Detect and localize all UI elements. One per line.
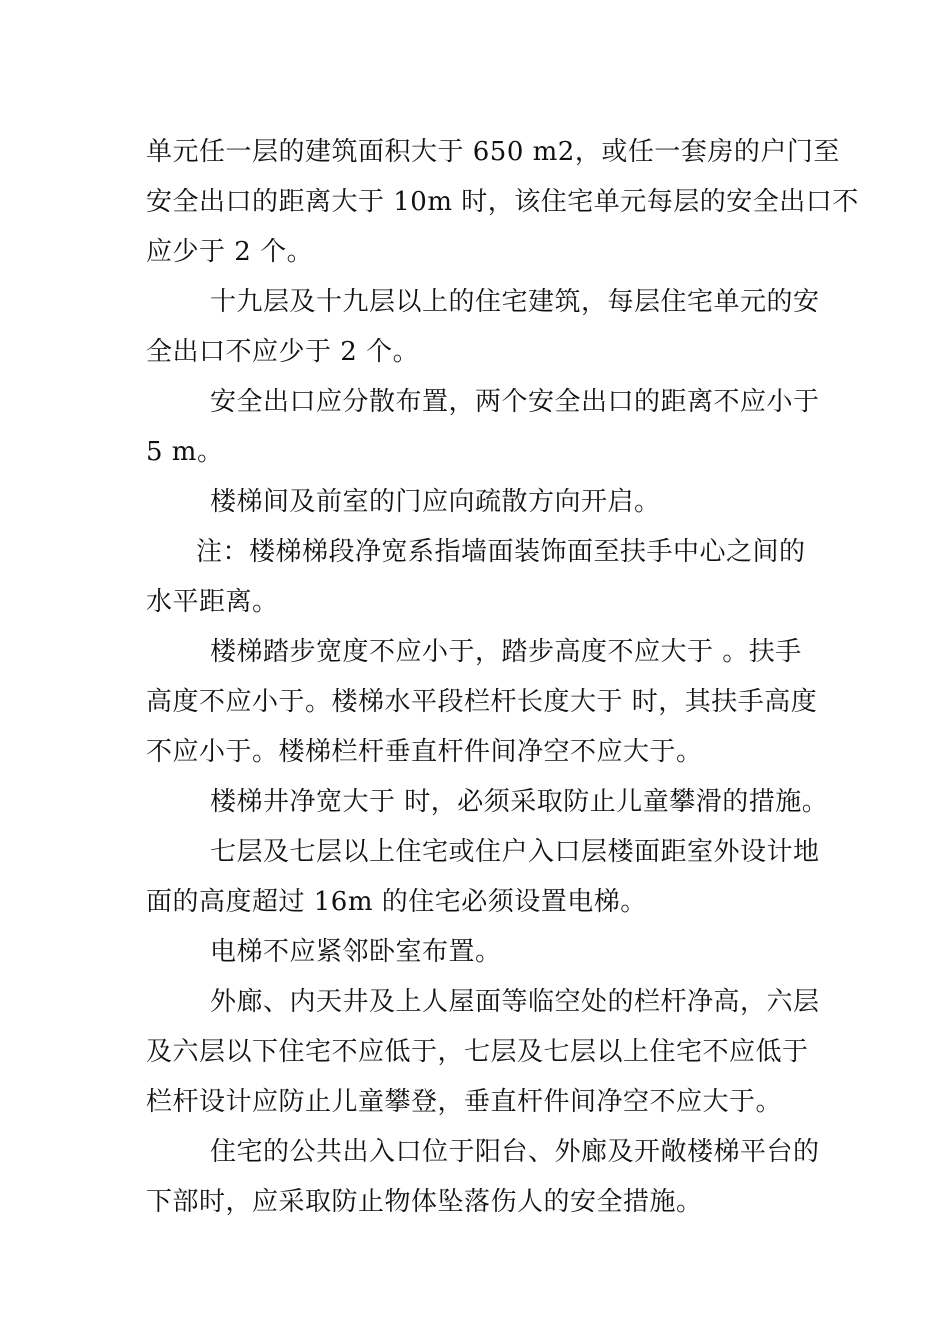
text-line: 七层及七层以上住宅或住户入口层楼面距室外设计地 (210, 837, 820, 867)
text-line: 栏杆设计应防止儿童攀登，垂直杆件间净空不应大于。 (146, 1087, 783, 1117)
text-line: 下部时，应采取防止物体坠落伤人的安全措施。 (146, 1187, 703, 1217)
text-line: 5 m。 (146, 437, 224, 467)
text-line: 应少于 2 个。 (146, 237, 314, 267)
text-line: 十九层及十九层以上的住宅建筑，每层住宅单元的安 (210, 287, 820, 317)
text-line: 不应小于。楼梯栏杆垂直杆件间净空不应大于。 (146, 737, 703, 767)
text-line: 楼梯井净宽大于 时，必须采取防止儿童攀滑的措施。 (210, 787, 829, 817)
text-line: 电梯不应紧邻卧室布置。 (210, 937, 502, 967)
text-line: 楼梯踏步宽度不应小于，踏步高度不应大于 。扶手 (210, 637, 802, 667)
text-line: 外廊、内天井及上人屋面等临空处的栏杆净高，六层 (210, 987, 820, 1017)
text-line: 高度不应小于。楼梯水平段栏杆长度大于 时，其扶手高度 (146, 687, 818, 717)
text-line: 注：楼梯梯段净宽系指墙面装饰面至扶手中心之间的 (196, 537, 806, 567)
text-line: 水平距离。 (146, 587, 279, 617)
text-line: 及六层以下住宅不应低于，七层及七层以上住宅不应低于 (146, 1037, 809, 1067)
text-line: 面的高度超过 16m 的住宅必须设置电梯。 (146, 887, 647, 917)
text-line: 安全出口应分散布置，两个安全出口的距离不应小于 (210, 387, 820, 417)
text-line: 安全出口的距离大于 10m 时，该住宅单元每层的安全出口不 (146, 187, 859, 217)
text-line: 楼梯间及前室的门应向疏散方向开启。 (210, 487, 661, 517)
text-line: 住宅的公共出入口位于阳台、外廊及开敞楼梯平台的 (210, 1137, 820, 1167)
text-line: 全出口不应少于 2 个。 (146, 337, 420, 367)
text-line: 单元任一层的建筑面积大于 650 m2，或任一套房的户门至 (146, 137, 840, 167)
